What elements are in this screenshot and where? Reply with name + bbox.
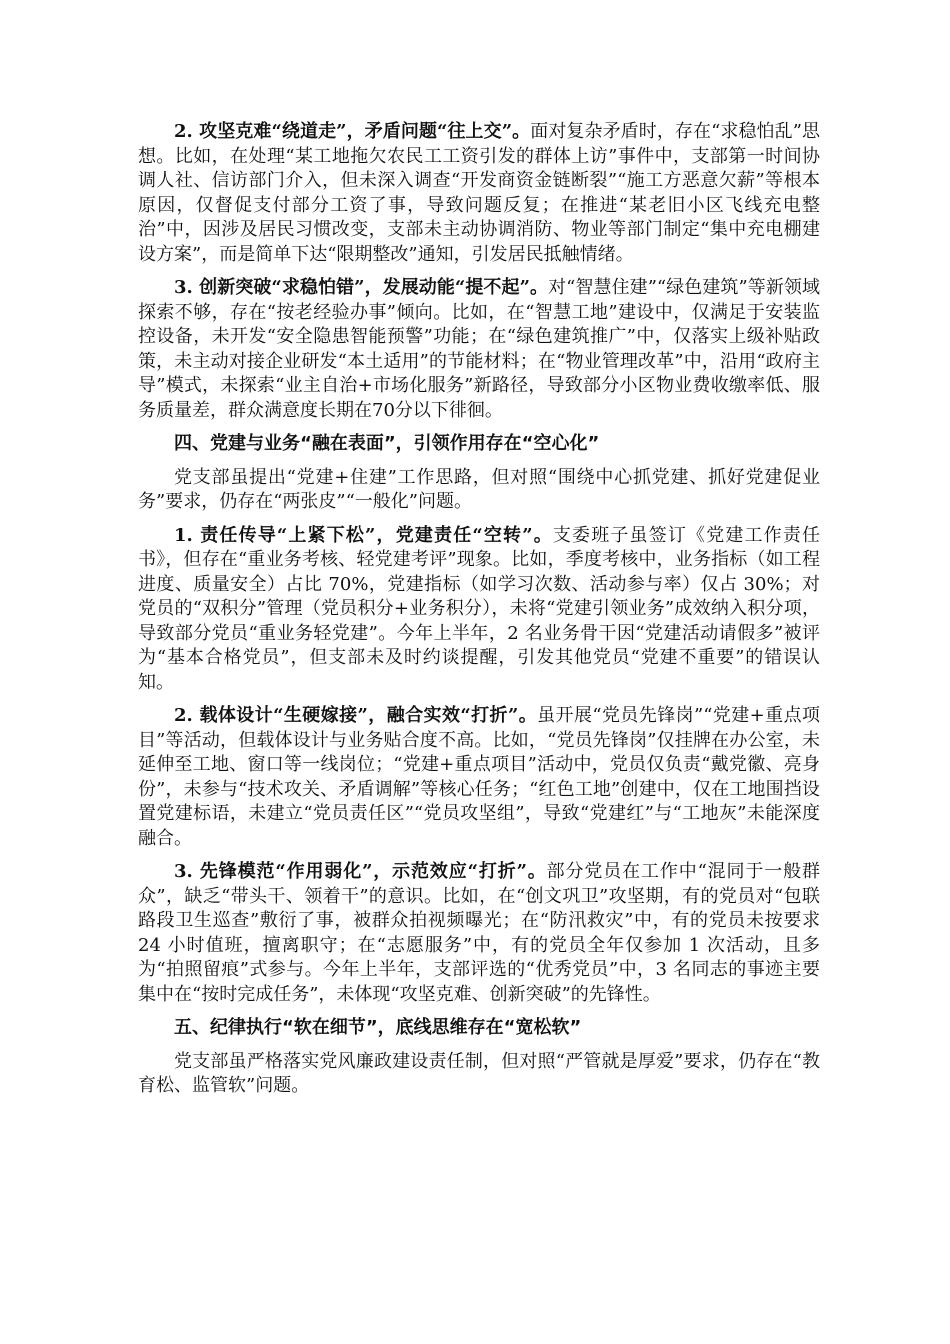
- paragraph-lead: 3. 先锋模范“作用弱化”，示范效应“打折”。: [174, 861, 547, 882]
- paragraph-responsibility: [138, 524, 820, 696]
- paragraph-text: 面对复杂矛盾时，存在“求稳怕乱”思想。比如，在处理“某工地拖欠农民工工资引发的群体上访”事件中，支部第一时间协调人社、信访部门介入，但未深入调查“开发商资金链断裂”“施工方恶意欠薪”等根本原因，仅督促支付部分工资了事，导致问题反复；在推进“某老旧小区飞线充电整治”中，因涉及居民习惯改变，支部未主动协调消防、物业等部门制定“集中充电棚建设方案”，而是简单下达“限期整改”通知，引发居民抵触情绪。: [138, 121, 820, 265]
- paragraph-lead: 1. 责任传导“上紧下松”，党建责任“空转”。: [174, 524, 553, 546]
- paragraph-text: 对“智慧住建”“绿色建筑”等新领域探索不够，存在“按老经验办事”倾向。比如，在“智慧工地”建设中，仅满足于安装监控设备，未开发“安全隐患智能预警”功能；在“绿色建筑推广”中，仅落实上级补贴政策，未主动对接企业研发“本土适用”的节能材料；在“物业管理改革”中，沿用“政府主导”模式，未探索“业主自治+市场化服务”新路径，导致部分小区物业费收缴率低、服务质量差，群众满意度长期在70分以下徘徊。: [138, 277, 820, 421]
- paragraph-carrier-design: [138, 704, 820, 851]
- paragraph-text: 部分党员在工作中“混同于一般群众”，缺乏“带头干、领着干”的意识。比如，在“创文巩卫”攻坚期，有的党员对“包联路段卫生巡查”敷衍了事，被群众拍视频曝光；在“防汛救灾”中，有的党员未按要求 24 小时值班，擅离职守；在“志愿服务”中，有的党员全年仅参加 1 次活动，且多为“拍照留痕”式参与。今年上半年，支部评选的“优秀党员”中，3 名同志的事迹主要集中在“按时完成任务”，未体现“攻坚克难、创新突破”的先锋性。: [138, 861, 820, 1005]
- paragraph-section-4-intro: 党支部虽提出“党建+住建”工作思路，但对照“围绕中心抓党建、抓好党建促业务”要求，仍存在“两张皮”“一般化”问题。: [138, 466, 820, 512]
- section-heading-5: 五、纪律执行“软在细节”，底线思维存在“宽松软”: [174, 1017, 582, 1038]
- paragraph-text: 支委班子虽签订《党建工作责任书》，但存在“重业务考核、轻党建考评”现象。比如，季度考核中，业务指标（如工程进度、质量安全）占比 70%，党建指标（如学习次数、活动参与率）仅占 30%；对党员的“双积分”管理（党员积分+业务积分），未将“党建引领业务”成效纳入积分项，导致部分党员“重业务轻党建”。今年上半年，2 名业务骨干因“党建活动请假多”被评为“基本合格党员”，但支部未及时约谈提醒，引发其他党员“党建不重要”的错误认知。: [138, 524, 820, 693]
- paragraph-lead: 3. 创新突破“求稳怕错”，发展动能“提不起”。: [174, 277, 549, 298]
- section-heading-4: 四、党建与业务“融在表面”，引领作用存在“空心化”: [174, 433, 600, 454]
- paragraph-text: 虽开展“党员先锋岗”“党建+重点项目”等活动，但载体设计与业务贴合度不高。比如，“党员先锋岗”仅挂牌在办公室，未延伸至工地、窗口等一线岗位；“党建+重点项目”活动中，党员仅负责“戴党徽、亮身份”，未参与“技术攻关、矛盾调解”等核心任务；“红色工地”创建中，仅在工地围挡设置党建标语，未建立“党员责任区”“党员攻坚组”，导致“党建红”与“工地灰”未能深度融合。: [138, 705, 820, 849]
- paragraph-section-5-intro: 党支部虽严格落实党风廉政建设责任制，但对照“严管就是厚爱”要求，仍存在“教育松、监管软”问题。: [138, 1050, 820, 1096]
- paragraph-lead: 2. 攻坚克难“绕道走”，矛盾问题“往上交”。: [174, 121, 531, 142]
- paragraph-lead: 2. 载体设计“生硬嫁接”，融合实效“打折”。: [174, 705, 538, 726]
- paragraph-tackle-difficulties: [138, 120, 820, 267]
- document-body: [138, 120, 820, 1105]
- paragraph-vanguard: [138, 860, 820, 1007]
- paragraph-innovation: [138, 276, 820, 423]
